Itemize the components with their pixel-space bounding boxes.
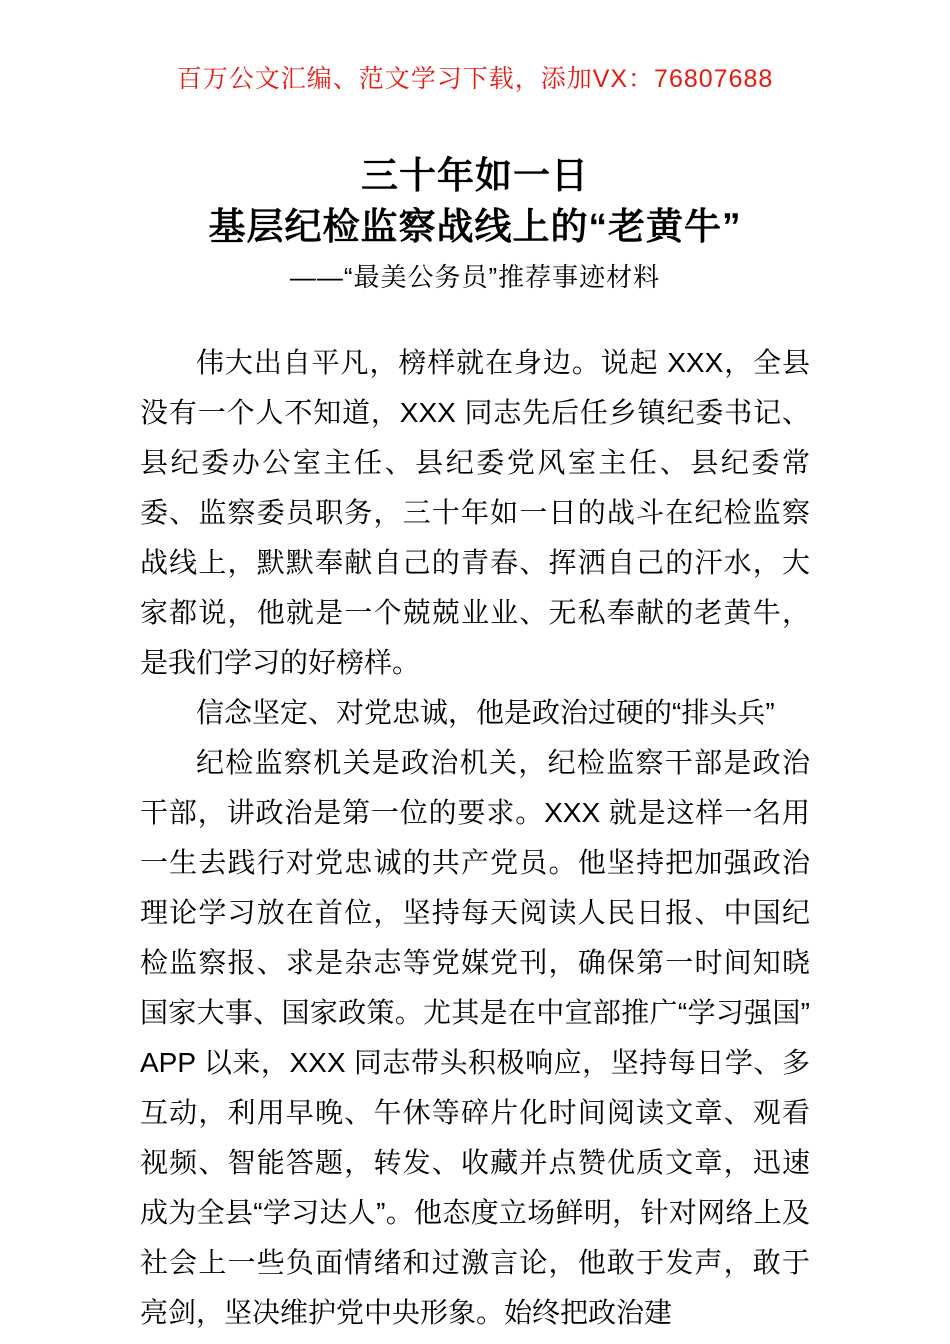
section-heading: 信念坚定、对党忠诚，他是政治过硬的“排头兵” [196, 697, 775, 728]
page-title-line1: 三十年如一日 [361, 155, 589, 196]
body-paragraph: 伟大出自平凡，榜样就在身边。说起 XXX，全县没有一个人不知道，XXX 同志先后任乡镇纪委书记、县纪委办公室主任、县纪委党风室主任、县纪委常委、监察委员职务，三十年如一日的战斗在纪检监察战线上，默默奉献自己的青春、挥洒自己的汗水，大家都说，他就是一个兢兢业业、无私奉献的老黄牛，是我们学习的好榜样。 [140, 347, 810, 678]
page-subtitle: ——“最美公务员”推荐事迹材料 [289, 262, 661, 292]
document-body [140, 338, 810, 1338]
promo-header-note: 百万公文汇编、范文学习下载，添加VX：76807688 [176, 65, 774, 93]
page-title-line2: 基层纪检监察战线上的“老黄牛” [208, 206, 742, 247]
body-paragraph: 纪检监察机关是政治机关，纪检监察干部是政治干部，讲政治是第一位的要求。XXX 就是这样一名用一生去践行对党忠诚的共产党员。他坚持把加强政治理论学习放在首位，坚持每天阅读人民日报、中国纪检监察报、求是杂志等党媒党刊，确保第一时间知晓国家大事、国家政策。尤其是在中宣部推广“学习强国”APP 以来，XXX 同志带头积极响应，坚持每日学、多互动，利用早晚、午休等碎片化时间阅读文章、观看视频、智能答题，转发、收藏并点赞优质文章，迅速成为全县“学习达人”。他态度立场鲜明，针对网络上及社会上一些负面情绪和过激言论，他敢于发声，敢于亮剑，坚决维护党中央形象。始终把政治建 [140, 747, 810, 1328]
document-content [140, 150, 810, 1338]
